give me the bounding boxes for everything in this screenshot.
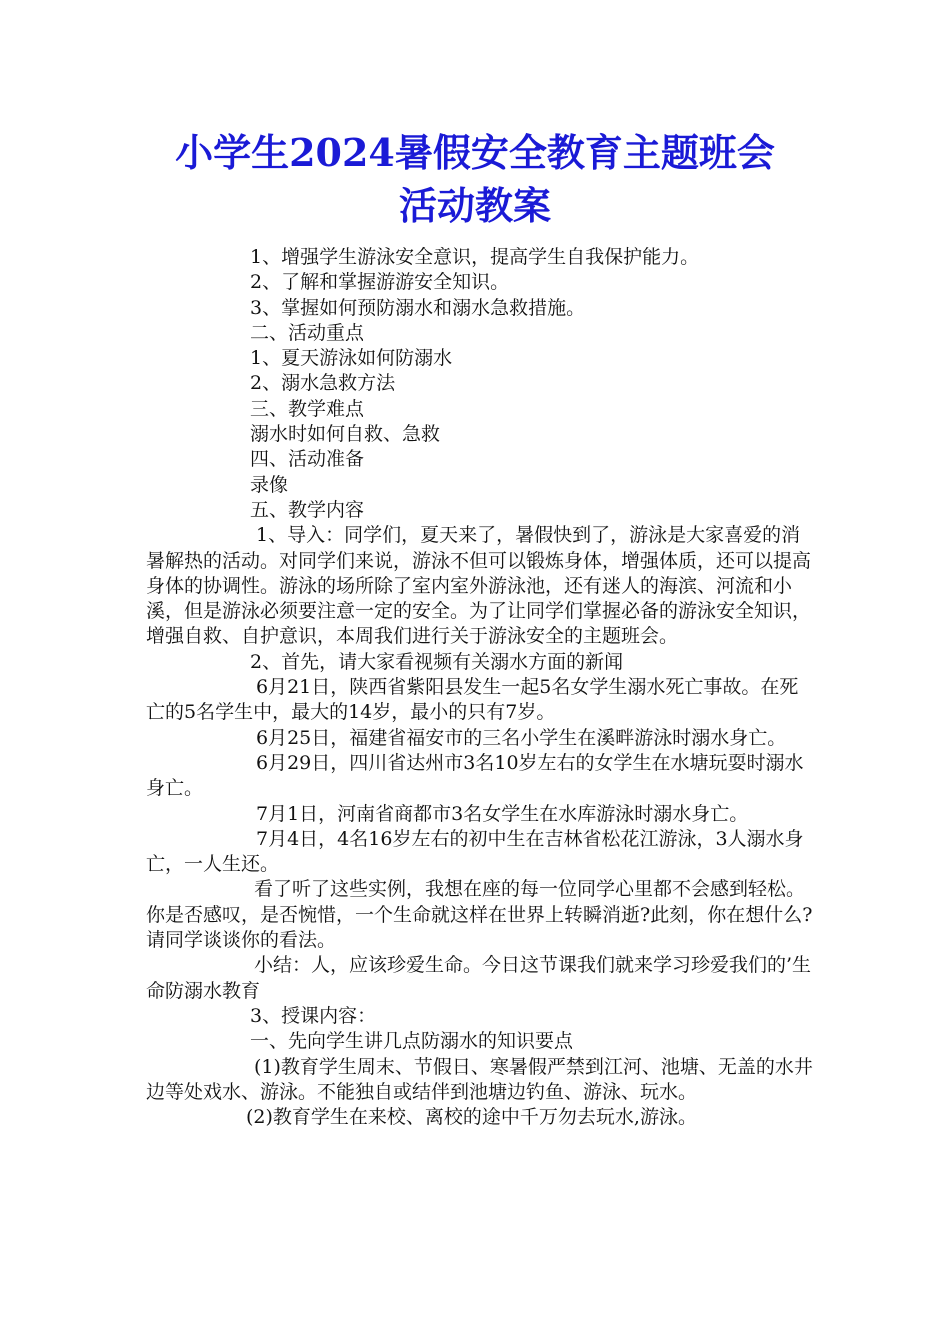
paragraph: (1)教育学生周末、节假日、寒暑假严禁到江河、池塘、无盖的水井边等处戏水、游泳。不能独自或结伴到池塘边钓鱼、游泳、玩水。 — [146, 1055, 813, 1103]
news-item: 6月21日，陕西省紫阳县发生一起5名女学生溺水死亡事故。在死亡的5名学生中，最大的14岁，最小的只有7岁。 — [146, 676, 799, 724]
paragraph: 1、导入：同学们，夏天来了，暑假快到了，游泳是大家喜爱的消暑解热的活动。对同学们来说，游泳不但可以锻炼身体，增强体质，还可以提高身体的协调性。游泳的场所除了室内室外游泳池，还有迷人的海滨、河流和小溪，但是游泳必须要注意一定的安全。为了让同学们掌握必备的游泳安全知识，增强自救、自护意识，本周我们进行关于游泳安全的主题班会。 — [146, 524, 812, 648]
section-heading: 三、教学难点 — [250, 397, 365, 420]
document-body — [146, 245, 814, 1130]
news-item: 7月4日，4名16岁左右的初中生在吉林省松花江游泳，3人溺水身亡，一人生还。 — [146, 827, 804, 876]
section-heading: 五、教学内容 — [250, 498, 365, 521]
paragraph: 2、了解和掌握游游安全知识。 — [250, 271, 510, 294]
paragraph: 1、增强学生游泳安全意识，提高学生自我保护能力。 — [250, 246, 700, 268]
section-heading: 四、活动准备 — [250, 448, 365, 471]
paragraph: 2、首先，请大家看视频有关溺水方面的新闻 — [250, 650, 624, 673]
paragraph: 1、夏天游泳如何防溺水 — [250, 347, 453, 370]
paragraph: 看了听了这些实例，我想在座的每一位同学心里都不会感到轻松。你是否感叹，是否惋惜，一个生命就这样在世界上转瞬消逝?此刻，你在想什么?请同学谈谈你的看法。 — [146, 878, 813, 952]
paragraph: (2)教育学生在来校、离校的途中千万勿去玩水,游泳。 — [246, 1106, 697, 1129]
title-line-1: 小学生2024暑假安全教育主题班会 — [175, 130, 775, 175]
news-item: 7月1日，河南省商都市3名女学生在水库游泳时溺水身亡。 — [256, 802, 749, 825]
news-item: 6月25日，福建省福安市的三名小学生在溪畔游泳时溺水身亡。 — [256, 726, 787, 749]
section-heading: 二、活动重点 — [250, 321, 365, 344]
section-heading: 一、先向学生讲几点防溺水的知识要点 — [250, 1030, 574, 1053]
paragraph: 3、掌握如何预防溺水和溺水急救措施。 — [250, 296, 586, 319]
paragraph: 溺水时如何自救、急救 — [250, 423, 441, 446]
paragraph: 录像 — [250, 473, 289, 496]
paragraph: 3、授课内容： — [250, 1004, 377, 1027]
news-item: 6月29日，四川省达州市3名10岁左右的女学生在水塘玩耍时溺水身亡。 — [146, 751, 804, 800]
title-line-2: 活动教案 — [398, 183, 551, 228]
paragraph: 2、溺水急救方法 — [250, 372, 396, 395]
document-title — [100, 126, 850, 232]
paragraph: 小结：人，应该珍爱生命。今日这节课我们就来学习珍爱我们的’生命防溺水教育 — [146, 954, 812, 1002]
